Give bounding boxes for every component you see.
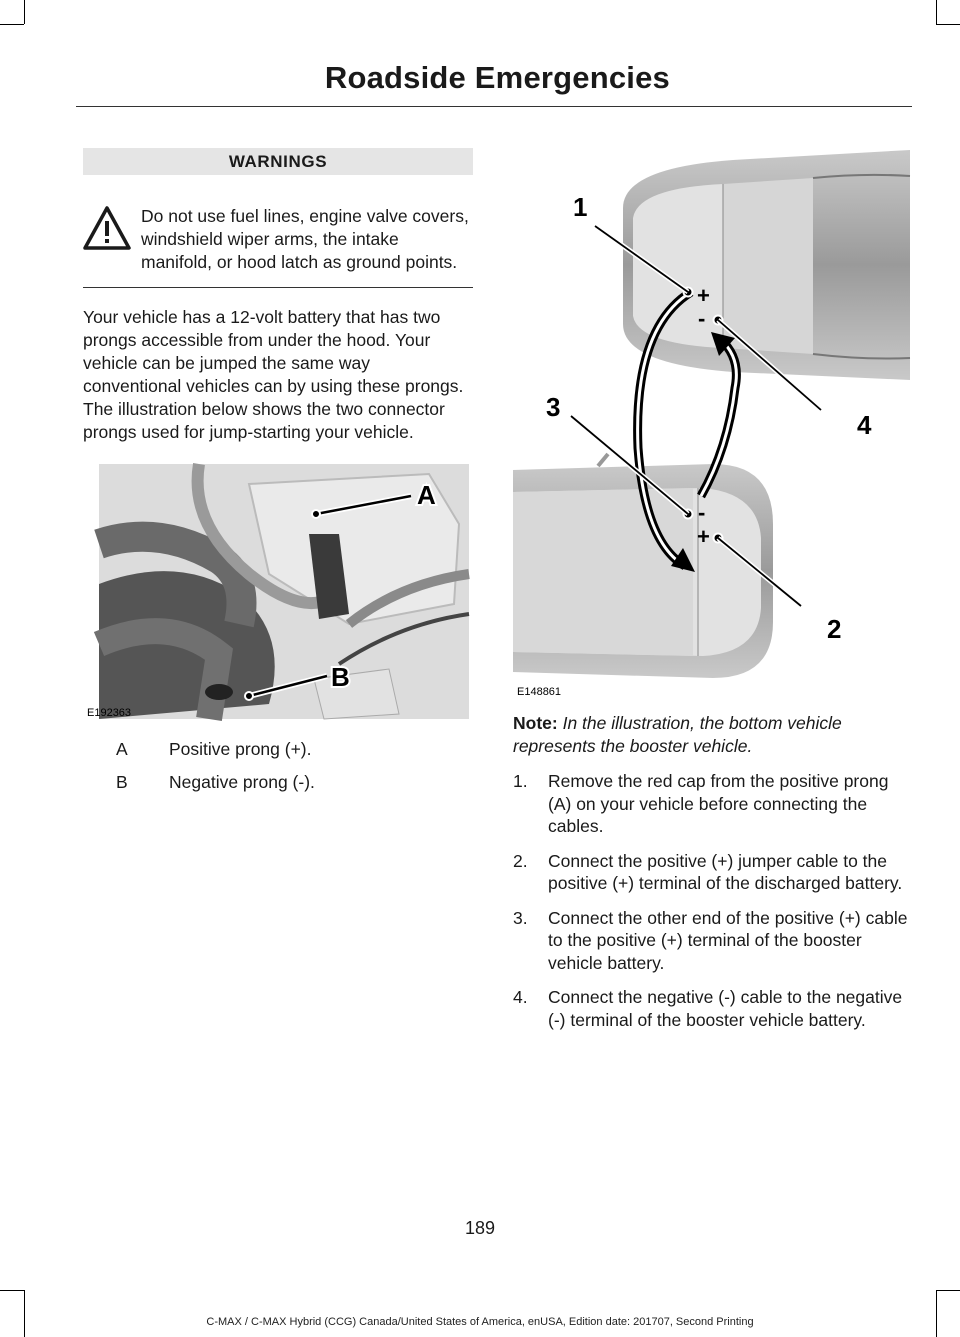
minus-symbol: -: [698, 500, 706, 525]
battery-prong-illustration: [87, 464, 469, 719]
crop-mark: [24, 1290, 25, 1337]
note: [513, 712, 913, 758]
header-rule: [76, 106, 912, 107]
plus-symbol: +: [697, 524, 710, 549]
legend: [83, 739, 473, 805]
jump-start-diagram: [513, 148, 910, 700]
step-text: Connect the negative (-) cable to the negative (-) terminal of the booster vehicle battery.: [548, 987, 903, 1030]
battery-prong-photo: [87, 464, 469, 719]
callout-1: 1: [573, 192, 588, 222]
figure-code: E148861: [517, 686, 562, 698]
jump-start-illustration: [513, 148, 910, 700]
footer-text: C-MAX / C-MAX Hybrid (CCG) Canada/United States of America, enUSA, Edition date: 201707, Second Printing: [206, 1316, 754, 1328]
callout-2: 2: [827, 614, 842, 644]
legend-text: Positive prong (+).: [169, 739, 312, 759]
left-column: [83, 148, 473, 805]
warning-block: [83, 205, 473, 274]
plus-symbol: +: [697, 283, 710, 308]
step-text: Connect the positive (+) jumper cable to the positive (+) terminal of the discharged battery.: [548, 850, 903, 893]
legend-key: A: [116, 739, 128, 759]
legend-key: B: [116, 772, 128, 792]
step-number: 2.: [513, 850, 528, 871]
warnings-heading: WARNINGS: [83, 148, 473, 175]
list-item: [513, 770, 913, 838]
step-number: 1.: [513, 771, 528, 791]
callout-a: A: [417, 480, 436, 510]
callout-4: 4: [857, 410, 872, 440]
callout-b: B: [331, 662, 350, 692]
legend-text: Negative prong (-).: [169, 772, 315, 792]
note-label: Note:: [513, 713, 558, 733]
step-number: 3.: [513, 907, 528, 928]
callout-3: 3: [546, 392, 561, 422]
crop-mark: [936, 0, 937, 24]
note-text: In the illustration, the bottom vehicle represents the booster vehicle.: [513, 713, 842, 756]
page-title: Roadside Emergencies: [324, 60, 670, 95]
warning-text: Do not use fuel lines, engine valve covers, windshield wiper arms, the intake manifold, or hood latch as ground points.: [141, 206, 469, 272]
crop-mark: [936, 24, 960, 25]
legend-row: [83, 739, 473, 772]
list-item: [513, 907, 913, 975]
crop-mark: [936, 1290, 937, 1337]
step-number: 4.: [513, 987, 528, 1007]
intro-paragraph: Your vehicle has a 12-volt battery that has two prongs accessible from under the hood. Your vehicle can be jumped the same way conventional vehicles can by using these prongs. The illustration below shows the two connector prongs used for jump-starting your vehicle.: [83, 307, 464, 442]
list-item: [513, 986, 913, 1031]
crop-mark: [0, 1290, 24, 1291]
list-item: [513, 850, 913, 895]
page-number: 189: [464, 1218, 496, 1238]
warning-rule: [83, 287, 473, 288]
figure-code: E192363: [87, 707, 132, 719]
step-text: Remove the red cap from the positive prong (A) on your vehicle before connecting the cables.: [548, 771, 889, 836]
minus-symbol: -: [698, 306, 706, 331]
crop-mark: [936, 1290, 960, 1291]
legend-row: [83, 772, 473, 805]
crop-mark: [0, 24, 24, 25]
crop-mark: [24, 0, 25, 24]
step-text: Connect the other end of the positive (+) cable to the positive (+) terminal of the booster vehicle battery.: [548, 907, 908, 973]
right-column: [513, 148, 913, 1043]
steps-list: [513, 770, 913, 1031]
warning-triangle-icon: [81, 203, 133, 255]
